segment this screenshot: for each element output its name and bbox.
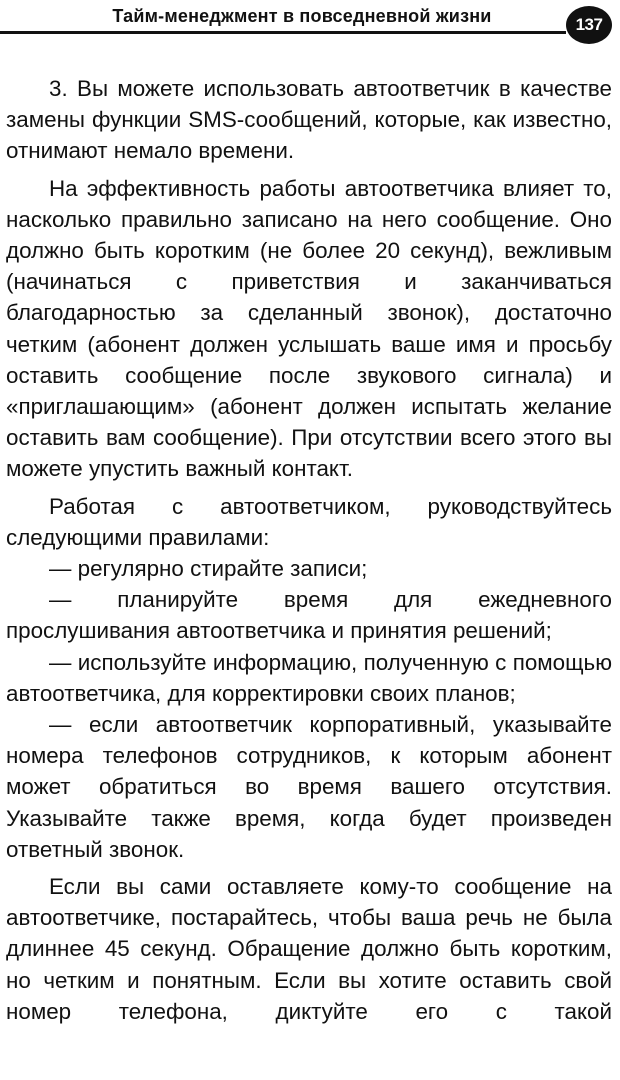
list-item: — используйте информацию, полученную с помощью автоответчика, для корректировки своих планов; (6, 649, 612, 706)
list-item: — если автоответчик корпоративный, указывайте номера телефонов сотрудников, к которым абонент может обратиться во время вашего отсутствия. Указывайте также время, когда будет произведен ответный звонок. (6, 712, 612, 862)
page-header (0, 0, 620, 44)
paragraph: Если вы сами оставляете кому-то сообщение на автоответчике, постарайтесь, чтобы ваша речь не была длиннее 45 секунд. Обращение должно быть коротким, но четким и понятным. Если вы хотите оставить свой номер телефона, диктуйте его с такой (6, 874, 612, 1024)
body-text (6, 73, 612, 1027)
list-item: — регулярно стирайте записи; (49, 556, 368, 582)
header-rule (0, 31, 566, 34)
paragraph: На эффективность работы автоответчика влияет то, насколько правильно записано на него сообщение. Оно должно быть коротким (не более 20 секунд), вежливым (начинаться с приветствия и заканчиваться благодарностью за сделанный звонок), достаточно четким (абонент должен услышать ваше имя и просьбу оставить сообщение после звукового сигнала) и «приглашающим» (абонент должен испытать желание оставить вам сообщение). При отсутствии всего этого вы можете упустить важный контакт. (6, 175, 612, 482)
paragraph: 3. Вы можете использовать автоответчик в качестве замены функции SMS-сообщений, которые, как известно, отнимают немало времени. (6, 76, 612, 164)
list-item: — планируйте время для ежедневного прослушивания автоответчика и принятия решений; (6, 587, 612, 644)
paragraph: Работая с автоответчиком, руководствуйтесь следующими правилами: (6, 493, 612, 550)
running-title: Тайм-менеджмент в повседневной жизни (112, 6, 492, 26)
page-number-badge: 137 (566, 6, 612, 44)
